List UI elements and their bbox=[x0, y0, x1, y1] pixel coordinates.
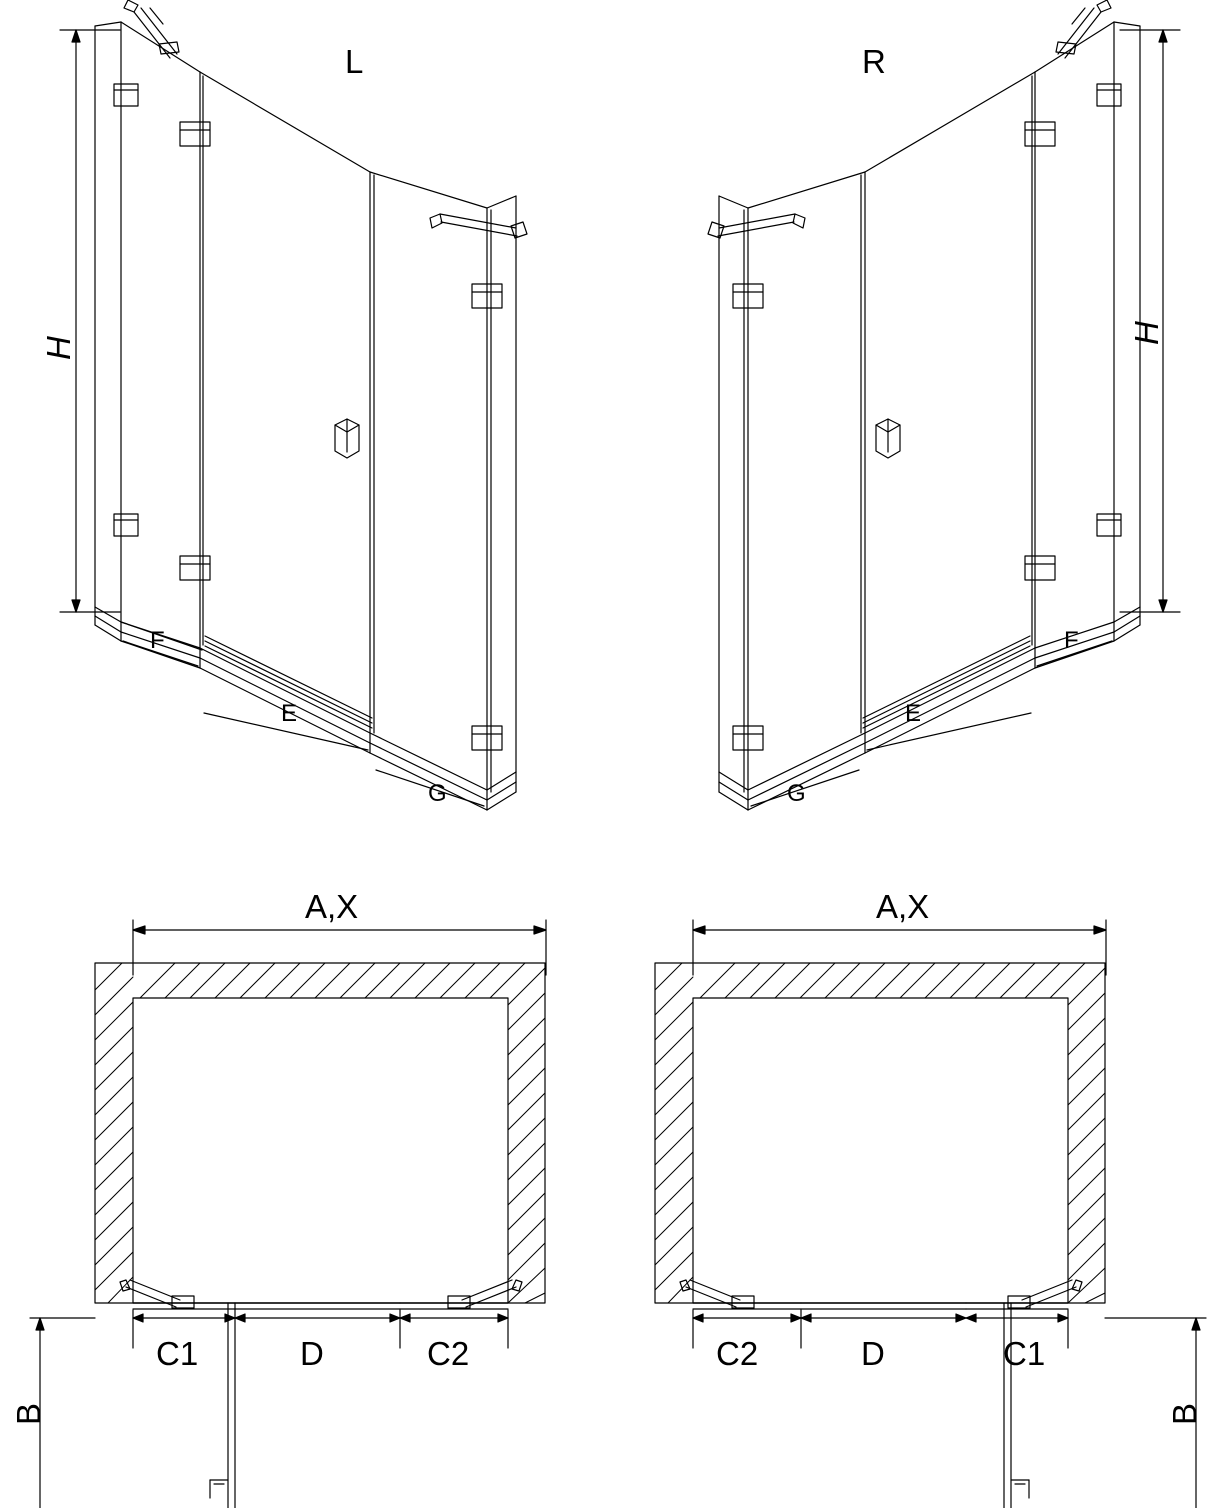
stabilizer-bar-right bbox=[430, 214, 527, 238]
panel-label-c1-left: C1 bbox=[156, 1335, 199, 1372]
iso-left-view bbox=[60, 0, 527, 810]
iso-right-view bbox=[708, 0, 1180, 810]
panel-label-c2-right: C2 bbox=[716, 1335, 759, 1372]
view-title-right: R bbox=[862, 43, 886, 80]
view-title-left: L bbox=[345, 43, 364, 80]
panel-label-c2-left: C2 bbox=[427, 1335, 470, 1372]
height-label-left: H bbox=[40, 336, 77, 360]
depth-label-left: B bbox=[10, 1402, 47, 1425]
door-handle-left bbox=[335, 419, 359, 458]
swing-arm-right bbox=[448, 1280, 522, 1308]
plan-left-view bbox=[30, 920, 546, 1508]
segment-label-f-left: F bbox=[150, 627, 165, 654]
swing-arm-left-r bbox=[680, 1280, 754, 1308]
overall-width-label-right: A,X bbox=[876, 888, 930, 925]
panel-label-c1-right: C1 bbox=[1003, 1335, 1046, 1372]
plan-right-view bbox=[655, 920, 1206, 1508]
hinge-set-left bbox=[114, 84, 138, 536]
swing-arm-left bbox=[120, 1280, 194, 1308]
panel-label-d-left: D bbox=[300, 1335, 324, 1372]
swing-arm-right-r bbox=[1008, 1280, 1082, 1308]
segment-label-g-left: G bbox=[428, 780, 447, 807]
hinge-set-mid bbox=[180, 122, 210, 580]
panel-label-d-right: D bbox=[861, 1335, 885, 1372]
segment-label-f-right: F bbox=[1064, 627, 1079, 654]
overall-width-label-left: A,X bbox=[305, 888, 359, 925]
segment-label-g-right: G bbox=[787, 780, 806, 807]
segment-label-e-left: E bbox=[281, 700, 298, 727]
segment-label-e-right: E bbox=[905, 700, 922, 727]
depth-label-right: B bbox=[1166, 1402, 1203, 1425]
door-handle-right bbox=[876, 419, 900, 458]
hinge-set-right-view bbox=[733, 84, 1121, 750]
height-label-right: H bbox=[1128, 321, 1165, 345]
